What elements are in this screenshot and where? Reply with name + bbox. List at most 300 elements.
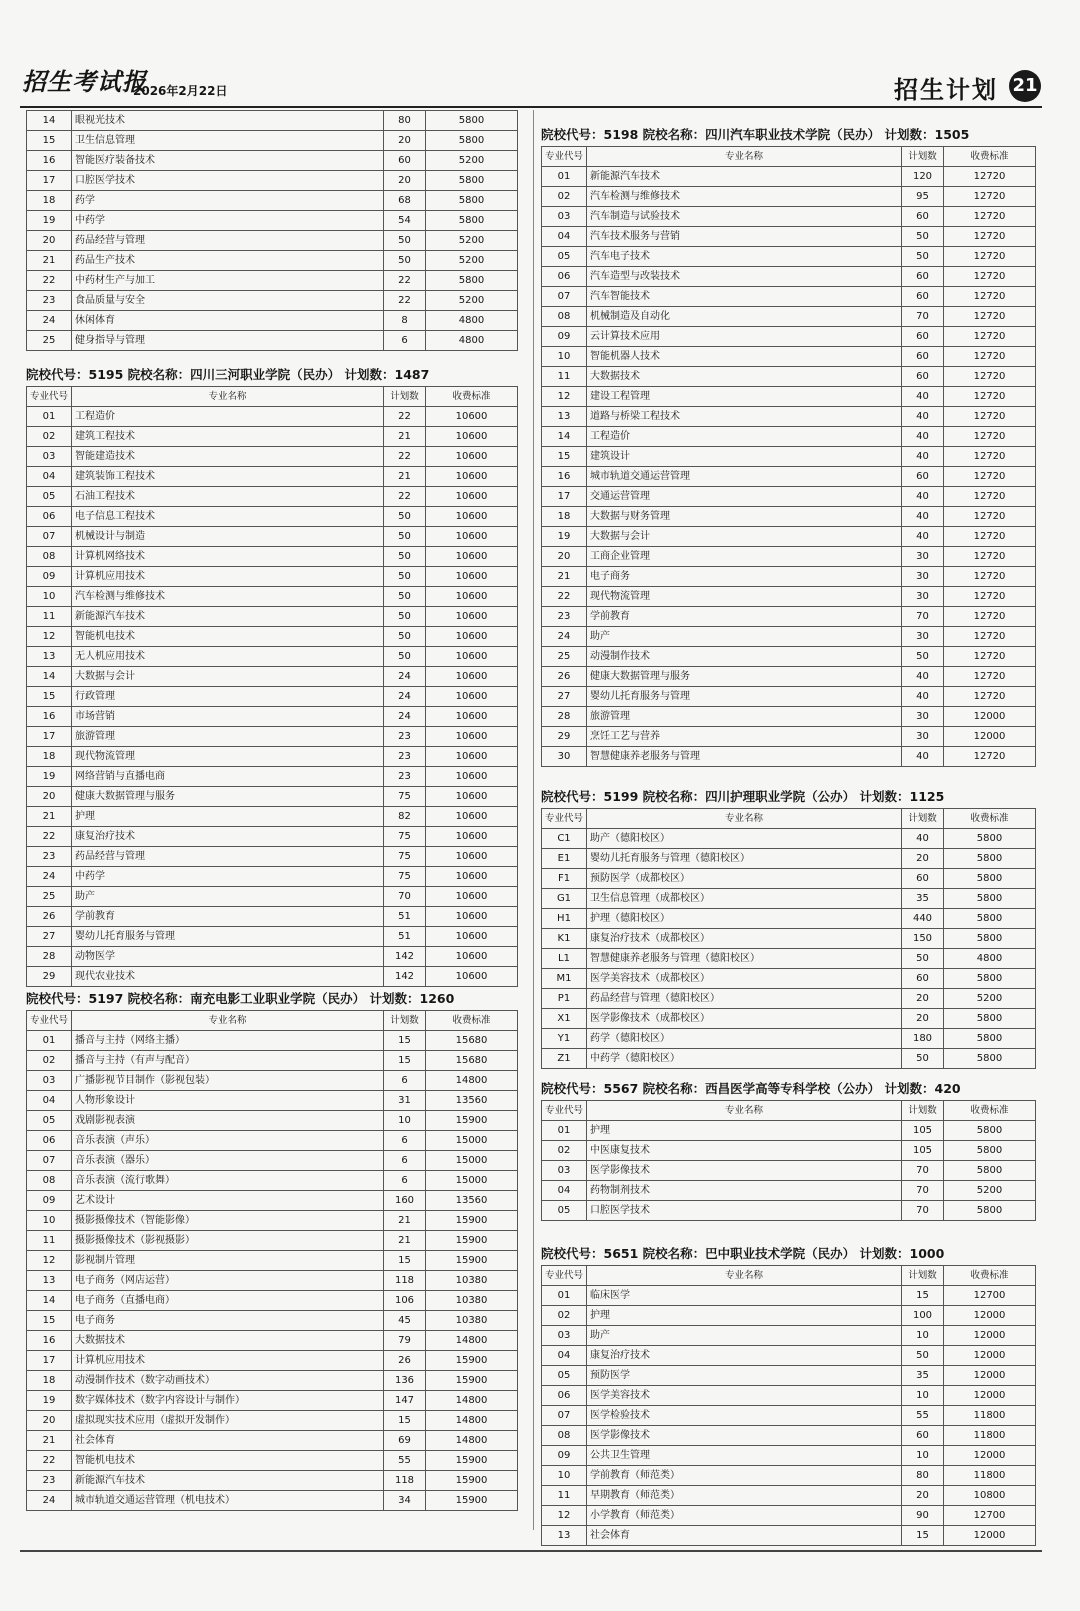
major-code: 07 bbox=[27, 527, 72, 547]
plan-count: 147 bbox=[384, 1391, 426, 1411]
col-header-code: 专业代号 bbox=[542, 1101, 587, 1121]
table-row bbox=[27, 131, 518, 151]
tuition-fee: 14800 bbox=[426, 1411, 518, 1431]
table-row bbox=[27, 1171, 518, 1191]
table-row bbox=[27, 707, 518, 727]
plan-count: 30 bbox=[902, 707, 944, 727]
tuition-fee: 13560 bbox=[426, 1091, 518, 1111]
major-code: G1 bbox=[542, 889, 587, 909]
plan-count: 23 bbox=[384, 727, 426, 747]
table-row bbox=[542, 267, 1036, 287]
table-row bbox=[27, 1431, 518, 1451]
major-code: 20 bbox=[27, 787, 72, 807]
plan-count: 20 bbox=[902, 989, 944, 1009]
table-row bbox=[27, 191, 518, 211]
tuition-fee: 5200 bbox=[944, 1181, 1036, 1201]
table-row bbox=[542, 1181, 1036, 1201]
major-code: 01 bbox=[542, 1286, 587, 1306]
plan-count: 105 bbox=[902, 1121, 944, 1141]
section-title: 招生计划 bbox=[894, 76, 998, 104]
major-code: 15 bbox=[27, 1311, 72, 1331]
table-row bbox=[542, 929, 1036, 949]
major-code: 29 bbox=[27, 967, 72, 987]
major-code: 02 bbox=[542, 1141, 587, 1161]
tuition-fee: 15000 bbox=[426, 1131, 518, 1151]
tuition-fee: 12720 bbox=[944, 587, 1036, 607]
tuition-fee: 10600 bbox=[426, 687, 518, 707]
major-name: 学前教育 bbox=[587, 607, 902, 627]
plan-count: 40 bbox=[902, 507, 944, 527]
plan-count: 136 bbox=[384, 1371, 426, 1391]
column-divider bbox=[533, 110, 534, 1530]
plan-count: 10 bbox=[902, 1386, 944, 1406]
plan-count: 180 bbox=[902, 1029, 944, 1049]
tuition-fee: 10600 bbox=[426, 647, 518, 667]
plan-count: 20 bbox=[384, 171, 426, 191]
plan-count: 50 bbox=[902, 949, 944, 969]
major-code: 18 bbox=[27, 1371, 72, 1391]
major-code: 25 bbox=[27, 331, 72, 351]
major-code: 15 bbox=[27, 687, 72, 707]
major-code: 06 bbox=[27, 507, 72, 527]
table-row bbox=[542, 1466, 1036, 1486]
tuition-fee: 10600 bbox=[426, 767, 518, 787]
major-name: 药物制剂技术 bbox=[587, 1181, 902, 1201]
table-row bbox=[27, 1031, 518, 1051]
table-row bbox=[542, 909, 1036, 929]
table-row bbox=[27, 1491, 518, 1511]
table-row bbox=[27, 1131, 518, 1151]
tuition-fee: 15680 bbox=[426, 1051, 518, 1071]
plan-count: 60 bbox=[384, 151, 426, 171]
major-code: 24 bbox=[27, 311, 72, 331]
tuition-fee: 5200 bbox=[426, 231, 518, 251]
major-name: 市场营销 bbox=[72, 707, 384, 727]
major-code: 11 bbox=[542, 367, 587, 387]
major-code: 27 bbox=[542, 687, 587, 707]
plan-count: 23 bbox=[384, 747, 426, 767]
plan-count: 60 bbox=[902, 1426, 944, 1446]
major-name: 播音与主持（网络主播） bbox=[72, 1031, 384, 1051]
table-row bbox=[542, 1386, 1036, 1406]
tuition-fee: 5800 bbox=[426, 211, 518, 231]
table-row bbox=[27, 231, 518, 251]
table-row bbox=[542, 1286, 1036, 1306]
table-row bbox=[27, 607, 518, 627]
major-name: 电子商务（网店运营） bbox=[72, 1271, 384, 1291]
plan-count: 51 bbox=[384, 907, 426, 927]
header-rule bbox=[20, 106, 1042, 108]
major-code: 14 bbox=[27, 111, 72, 131]
tuition-fee: 12700 bbox=[944, 1286, 1036, 1306]
tuition-fee: 12720 bbox=[944, 227, 1036, 247]
tuition-fee: 12720 bbox=[944, 167, 1036, 187]
major-name: 婴幼儿托育服务与管理 bbox=[72, 927, 384, 947]
plan-table bbox=[541, 146, 1036, 767]
plan-count: 24 bbox=[384, 707, 426, 727]
tuition-fee: 12720 bbox=[944, 467, 1036, 487]
tuition-fee: 15900 bbox=[426, 1491, 518, 1511]
col-header-name: 专业名称 bbox=[587, 809, 902, 829]
table-row bbox=[542, 1346, 1036, 1366]
col-header-name: 专业名称 bbox=[587, 1266, 902, 1286]
major-code: 13 bbox=[542, 407, 587, 427]
table-row bbox=[27, 1191, 518, 1211]
major-name: 网络营销与直播电商 bbox=[72, 767, 384, 787]
major-code: 12 bbox=[27, 1251, 72, 1271]
major-code: 03 bbox=[542, 207, 587, 227]
tuition-fee: 5800 bbox=[426, 171, 518, 191]
tuition-fee: 10600 bbox=[426, 827, 518, 847]
major-code: 12 bbox=[542, 1506, 587, 1526]
plan-count: 22 bbox=[384, 291, 426, 311]
major-name: 工程造价 bbox=[72, 407, 384, 427]
tuition-fee: 12720 bbox=[944, 487, 1036, 507]
major-name: 中药学 bbox=[72, 867, 384, 887]
table-row bbox=[542, 1306, 1036, 1326]
major-code: 26 bbox=[542, 667, 587, 687]
major-name: 新能源汽车技术 bbox=[72, 1471, 384, 1491]
major-name: 护理 bbox=[587, 1306, 902, 1326]
table-row bbox=[542, 627, 1036, 647]
tuition-fee: 12000 bbox=[944, 1306, 1036, 1326]
major-code: 01 bbox=[542, 167, 587, 187]
major-code: 03 bbox=[542, 1326, 587, 1346]
plan-count: 51 bbox=[384, 927, 426, 947]
tuition-fee: 15000 bbox=[426, 1171, 518, 1191]
plan-count: 15 bbox=[902, 1286, 944, 1306]
major-name: 小学教育（师范类） bbox=[587, 1506, 902, 1526]
table-row bbox=[27, 1251, 518, 1271]
table-row bbox=[542, 1121, 1036, 1141]
major-name: 汽车检测与维修技术 bbox=[72, 587, 384, 607]
plan-count: 50 bbox=[902, 1049, 944, 1069]
major-code: 05 bbox=[27, 1111, 72, 1131]
plan-count: 30 bbox=[902, 587, 944, 607]
plan-count: 68 bbox=[384, 191, 426, 211]
plan-count: 90 bbox=[902, 1506, 944, 1526]
tuition-fee: 5200 bbox=[426, 251, 518, 271]
tuition-fee: 10380 bbox=[426, 1271, 518, 1291]
major-code: 16 bbox=[27, 707, 72, 727]
major-name: 健身指导与管理 bbox=[72, 331, 384, 351]
major-name: 助产 bbox=[587, 627, 902, 647]
major-name: 计算机应用技术 bbox=[72, 1351, 384, 1371]
major-code: 07 bbox=[542, 1406, 587, 1426]
major-code: 19 bbox=[542, 527, 587, 547]
plan-count: 31 bbox=[384, 1091, 426, 1111]
table-row bbox=[542, 307, 1036, 327]
major-name: 中医康复技术 bbox=[587, 1141, 902, 1161]
major-name: 康复治疗技术（成都校区） bbox=[587, 929, 902, 949]
table-row bbox=[27, 291, 518, 311]
major-name: 智能机器人技术 bbox=[587, 347, 902, 367]
tuition-fee: 10600 bbox=[426, 847, 518, 867]
col-header-name: 专业名称 bbox=[587, 1101, 902, 1121]
tuition-fee: 10600 bbox=[426, 907, 518, 927]
tuition-fee: 5800 bbox=[944, 1201, 1036, 1221]
major-name: 电子商务（直播电商） bbox=[72, 1291, 384, 1311]
major-name: 助产（德阳校区） bbox=[587, 829, 902, 849]
tuition-fee: 5800 bbox=[944, 889, 1036, 909]
table-row bbox=[542, 1141, 1036, 1161]
major-code: 05 bbox=[27, 487, 72, 507]
table-row bbox=[542, 1161, 1036, 1181]
major-name: 动物医学 bbox=[72, 947, 384, 967]
table-row bbox=[27, 687, 518, 707]
major-code: 30 bbox=[542, 747, 587, 767]
table-body bbox=[27, 1031, 518, 1511]
tuition-fee: 12000 bbox=[944, 1366, 1036, 1386]
plan-count: 60 bbox=[902, 869, 944, 889]
table-header bbox=[27, 1011, 518, 1031]
major-name: 音乐表演（器乐） bbox=[72, 1151, 384, 1171]
school-title: 院校代号：5197 院校名称：南充电影工业职业学院（民办） 计划数：1260 bbox=[26, 991, 455, 1006]
tuition-fee: 12720 bbox=[944, 387, 1036, 407]
major-code: P1 bbox=[542, 989, 587, 1009]
major-name: 交通运营管理 bbox=[587, 487, 902, 507]
plan-count: 10 bbox=[384, 1111, 426, 1131]
major-name: 云计算技术应用 bbox=[587, 327, 902, 347]
tuition-fee: 12720 bbox=[944, 367, 1036, 387]
major-code: 25 bbox=[542, 647, 587, 667]
major-code: E1 bbox=[542, 849, 587, 869]
plan-count: 75 bbox=[384, 787, 426, 807]
school-block-5198 bbox=[541, 126, 1036, 767]
major-code: 06 bbox=[27, 1131, 72, 1151]
major-code: 19 bbox=[27, 211, 72, 231]
major-code: 23 bbox=[27, 847, 72, 867]
plan-count: 142 bbox=[384, 947, 426, 967]
plan-count: 24 bbox=[384, 687, 426, 707]
major-name: 公共卫生管理 bbox=[587, 1446, 902, 1466]
plan-count: 106 bbox=[384, 1291, 426, 1311]
major-name: 护理（德阳校区） bbox=[587, 909, 902, 929]
plan-count: 20 bbox=[902, 849, 944, 869]
table-row bbox=[27, 171, 518, 191]
tuition-fee: 12720 bbox=[944, 247, 1036, 267]
major-code: X1 bbox=[542, 1009, 587, 1029]
table-body bbox=[542, 829, 1036, 1069]
major-name: 智能机电技术 bbox=[72, 1451, 384, 1471]
tuition-fee: 12000 bbox=[944, 727, 1036, 747]
major-name: 智慧健康养老服务与管理（德阳校区） bbox=[587, 949, 902, 969]
table-row bbox=[27, 927, 518, 947]
table-row bbox=[27, 1411, 518, 1431]
plan-count: 80 bbox=[902, 1466, 944, 1486]
tuition-fee: 12720 bbox=[944, 747, 1036, 767]
tuition-fee: 15900 bbox=[426, 1351, 518, 1371]
col-header-fee: 收费标准 bbox=[426, 387, 518, 407]
major-name: 药品经营与管理（德阳校区） bbox=[587, 989, 902, 1009]
table-row bbox=[27, 887, 518, 907]
major-name: 大数据技术 bbox=[72, 1331, 384, 1351]
col-header-name: 专业名称 bbox=[587, 147, 902, 167]
newspaper-name: 招生考试报 bbox=[22, 67, 147, 96]
table-header bbox=[542, 1266, 1036, 1286]
tuition-fee: 5800 bbox=[944, 849, 1036, 869]
major-name: 人物形象设计 bbox=[72, 1091, 384, 1111]
major-name: 音乐表演（流行歌舞） bbox=[72, 1171, 384, 1191]
table-row bbox=[27, 151, 518, 171]
major-code: 14 bbox=[27, 667, 72, 687]
major-code: 02 bbox=[27, 427, 72, 447]
major-name: 汽车智能技术 bbox=[587, 287, 902, 307]
table-row bbox=[27, 747, 518, 767]
table-row bbox=[27, 807, 518, 827]
plan-count: 40 bbox=[902, 829, 944, 849]
major-code: 14 bbox=[27, 1291, 72, 1311]
table-row bbox=[27, 767, 518, 787]
table-header bbox=[542, 147, 1036, 167]
major-code: 20 bbox=[542, 547, 587, 567]
major-code: 10 bbox=[542, 1466, 587, 1486]
table-row bbox=[542, 727, 1036, 747]
major-name: 计算机应用技术 bbox=[72, 567, 384, 587]
major-name: 建设工程管理 bbox=[587, 387, 902, 407]
major-code: 16 bbox=[27, 1331, 72, 1351]
school-title: 院校代号：5199 院校名称：四川护理职业学院（公办） 计划数：1125 bbox=[541, 789, 945, 804]
plan-count: 40 bbox=[902, 487, 944, 507]
table-row bbox=[27, 967, 518, 987]
table-row bbox=[27, 1371, 518, 1391]
plan-count: 10 bbox=[902, 1446, 944, 1466]
major-code: 17 bbox=[27, 1351, 72, 1371]
plan-count: 150 bbox=[902, 929, 944, 949]
tuition-fee: 5200 bbox=[426, 151, 518, 171]
table-row bbox=[542, 1526, 1036, 1546]
tuition-fee: 10600 bbox=[426, 447, 518, 467]
table-body bbox=[27, 407, 518, 987]
major-name: 休闲体育 bbox=[72, 311, 384, 331]
tuition-fee: 10800 bbox=[944, 1486, 1036, 1506]
major-name: 戏剧影视表演 bbox=[72, 1111, 384, 1131]
table-row bbox=[542, 167, 1036, 187]
plan-table bbox=[541, 1265, 1036, 1546]
plan-count: 30 bbox=[902, 567, 944, 587]
major-name: 中药学 bbox=[72, 211, 384, 231]
major-name: 城市轨道交通运营管理 bbox=[587, 467, 902, 487]
plan-table bbox=[541, 808, 1036, 1069]
major-code: 17 bbox=[542, 487, 587, 507]
table-row bbox=[27, 407, 518, 427]
tuition-fee: 14800 bbox=[426, 1331, 518, 1351]
major-name: 大数据技术 bbox=[587, 367, 902, 387]
plan-count: 15 bbox=[384, 1251, 426, 1271]
tuition-fee: 10600 bbox=[426, 407, 518, 427]
tuition-fee: 5800 bbox=[944, 969, 1036, 989]
col-header-name: 专业名称 bbox=[72, 1011, 384, 1031]
school-block-5197 bbox=[26, 990, 518, 1511]
table-row bbox=[542, 407, 1036, 427]
major-code: L1 bbox=[542, 949, 587, 969]
plan-count: 118 bbox=[384, 1471, 426, 1491]
table-row bbox=[27, 1291, 518, 1311]
major-name: 现代物流管理 bbox=[587, 587, 902, 607]
table-row bbox=[27, 587, 518, 607]
tuition-fee: 10600 bbox=[426, 967, 518, 987]
plan-count: 105 bbox=[902, 1141, 944, 1161]
plan-count: 50 bbox=[384, 627, 426, 647]
bottom-rule bbox=[20, 1550, 1042, 1552]
tuition-fee: 12000 bbox=[944, 1386, 1036, 1406]
table-header bbox=[542, 1101, 1036, 1121]
table-row bbox=[27, 1271, 518, 1291]
plan-count: 22 bbox=[384, 447, 426, 467]
table-row bbox=[542, 287, 1036, 307]
table-header bbox=[542, 809, 1036, 829]
major-code: 16 bbox=[542, 467, 587, 487]
major-name: 婴幼儿托育服务与管理 bbox=[587, 687, 902, 707]
major-name: 健康大数据管理与服务 bbox=[587, 667, 902, 687]
plan-count: 21 bbox=[384, 467, 426, 487]
major-name: 现代农业技术 bbox=[72, 967, 384, 987]
col-header-fee: 收费标准 bbox=[944, 809, 1036, 829]
plan-count: 50 bbox=[384, 607, 426, 627]
major-code: 01 bbox=[27, 407, 72, 427]
plan-count: 142 bbox=[384, 967, 426, 987]
plan-count: 54 bbox=[384, 211, 426, 231]
tuition-fee: 10600 bbox=[426, 627, 518, 647]
plan-count: 75 bbox=[384, 847, 426, 867]
table-row bbox=[27, 907, 518, 927]
plan-count: 82 bbox=[384, 807, 426, 827]
major-code: 04 bbox=[27, 467, 72, 487]
major-name: 康复治疗技术 bbox=[587, 1346, 902, 1366]
major-code: 17 bbox=[27, 171, 72, 191]
tuition-fee: 5800 bbox=[944, 1049, 1036, 1069]
plan-count: 50 bbox=[384, 567, 426, 587]
table-row bbox=[27, 271, 518, 291]
table-row bbox=[542, 969, 1036, 989]
plan-count: 40 bbox=[902, 747, 944, 767]
major-code: 25 bbox=[27, 887, 72, 907]
major-name: 社会体育 bbox=[72, 1431, 384, 1451]
major-code: 21 bbox=[27, 251, 72, 271]
major-name: 新能源汽车技术 bbox=[587, 167, 902, 187]
plan-count: 60 bbox=[902, 267, 944, 287]
plan-count: 50 bbox=[384, 231, 426, 251]
major-name: 现代物流管理 bbox=[72, 747, 384, 767]
major-name: 婴幼儿托育服务与管理（德阳校区） bbox=[587, 849, 902, 869]
major-name: 艺术设计 bbox=[72, 1191, 384, 1211]
major-code: 10 bbox=[27, 587, 72, 607]
plan-count: 15 bbox=[384, 1411, 426, 1431]
table-row bbox=[542, 707, 1036, 727]
tuition-fee: 12720 bbox=[944, 187, 1036, 207]
major-code: 29 bbox=[542, 727, 587, 747]
table-row bbox=[542, 527, 1036, 547]
plan-count: 26 bbox=[384, 1351, 426, 1371]
tuition-fee: 15900 bbox=[426, 1451, 518, 1471]
major-code: 02 bbox=[542, 1306, 587, 1326]
plan-count: 30 bbox=[902, 627, 944, 647]
col-header-code: 专业代号 bbox=[27, 387, 72, 407]
plan-count: 21 bbox=[384, 1231, 426, 1251]
major-name: 大数据与财务管理 bbox=[587, 507, 902, 527]
major-name: 播音与主持（有声与配音） bbox=[72, 1051, 384, 1071]
tuition-fee: 5800 bbox=[426, 271, 518, 291]
table-row bbox=[27, 251, 518, 271]
tuition-fee: 4800 bbox=[944, 949, 1036, 969]
table-row bbox=[27, 1051, 518, 1071]
major-code: 28 bbox=[27, 947, 72, 967]
major-name: 大数据与会计 bbox=[587, 527, 902, 547]
table-row bbox=[27, 1391, 518, 1411]
table-row bbox=[542, 949, 1036, 969]
plan-count: 79 bbox=[384, 1331, 426, 1351]
plan-count: 120 bbox=[902, 167, 944, 187]
